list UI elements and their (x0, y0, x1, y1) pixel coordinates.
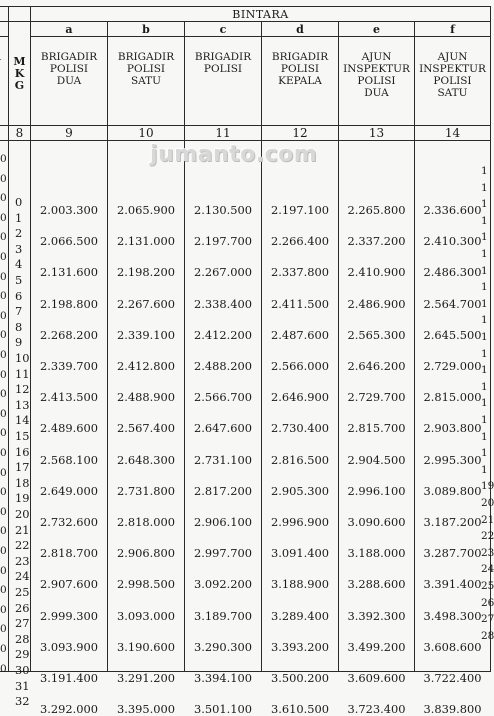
salary-value: 2.995.300 (423, 452, 482, 467)
column-title-line: DUA (56, 75, 82, 87)
salary-value: 3.608.600 (423, 639, 482, 654)
column-title-line: INSPEKTUR (343, 63, 410, 75)
column-title-line: BRIGADIR (271, 51, 329, 63)
salary-value: 2.645.500 (423, 327, 482, 342)
salary-value: 2.997.700 (194, 546, 252, 561)
salary-value: 2.907.600 (40, 577, 98, 592)
salary-value: 2.489.600 (40, 421, 98, 436)
salary-value: 3.291.200 (117, 671, 175, 685)
mkg-number: 4 (15, 257, 23, 272)
mkg-number: 27 (15, 616, 30, 631)
salary-value: 2.488.900 (117, 390, 175, 405)
column-letter: d (262, 22, 339, 37)
salary-value: 2.411.500 (271, 296, 329, 311)
salary-value: 2.266.400 (271, 234, 329, 249)
left-partial-digit: 0 (0, 231, 7, 244)
right-partial-digit: 27 (481, 613, 494, 626)
salary-value: 2.131.600 (40, 265, 98, 280)
mkg-number: 19 (15, 491, 30, 506)
left-partial-digit: 0 (0, 603, 7, 616)
mkg-number: 10 (15, 351, 30, 365)
left-partial-digit: 0 (0, 623, 7, 636)
mkg-number: 9 (15, 335, 23, 350)
mkg-number: 21 (15, 522, 30, 537)
right-partial-digit: 1 (481, 264, 488, 277)
left-partial-digit: 0 (0, 349, 7, 361)
left-partial-digit: 0 (0, 270, 7, 283)
right-partial-digit: 1 (481, 181, 488, 194)
salary-value: 2.818.700 (40, 546, 98, 561)
right-partial-digit: 26 (481, 596, 494, 609)
column-title (415, 37, 491, 126)
column-number: 9 (31, 126, 108, 141)
salary-value: 2.198.800 (40, 296, 98, 311)
salary-value: 2.904.500 (347, 452, 406, 467)
salary-value: 2.003.300 (40, 203, 98, 217)
salary-value: 2.649.000 (40, 483, 98, 498)
salary-value: 3.500.200 (271, 671, 329, 685)
right-partial-digit: 1 (481, 447, 488, 460)
right-partial-digit: 1 (481, 248, 488, 260)
mkg-number: 5 (15, 273, 23, 287)
left-partial-digit: 0 (0, 466, 7, 479)
column-title-line: POLISI (280, 63, 320, 75)
salary-value: 3.091.400 (271, 546, 329, 561)
mkg-number: 14 (15, 413, 30, 428)
mkg-header-letter: K (14, 66, 25, 80)
right-partial-digit: 1 (481, 414, 488, 426)
right-partial-digit: 20 (481, 497, 494, 509)
salary-value: 2.818.000 (117, 515, 175, 529)
column-letter: f (415, 22, 491, 37)
left-partial-digit: 0 (0, 329, 7, 342)
salary-value: 2.999.300 (40, 608, 98, 623)
salary-value: 2.731.100 (194, 452, 252, 467)
salary-value: 3.393.200 (271, 639, 329, 654)
mkg-number: 7 (15, 304, 23, 319)
mkg-number: 17 (15, 460, 30, 475)
column-title-line: POLISI (203, 63, 243, 75)
group-header: BINTARA (31, 7, 491, 22)
right-partial-column (479, 165, 493, 665)
left-partial-digit: 0 (0, 211, 7, 224)
salary-value: 3.191.400 (40, 671, 98, 685)
column-number: 13 (339, 126, 415, 141)
left-stub-cell (0, 126, 9, 141)
salary-value: 3.501.100 (194, 702, 252, 716)
column-title-line: SATU (130, 75, 162, 87)
mkg-number: 1 (15, 210, 23, 225)
salary-column (185, 141, 262, 716)
salary-value: 3.609.600 (347, 671, 406, 685)
right-partial-digit: 1 (481, 198, 488, 211)
column-title-line: POLISI (126, 63, 166, 75)
salary-value: 3.090.600 (347, 515, 406, 529)
salary-value: 2.729.000 (423, 359, 482, 373)
salary-value: 2.564.700 (423, 296, 482, 311)
mkg-number: 20 (15, 507, 30, 521)
column-letter: b (108, 22, 185, 37)
right-partial-digit: 1 (481, 231, 488, 244)
salary-value: 2.567.400 (117, 421, 175, 436)
salary-value: 3.610.500 (271, 702, 329, 716)
watermark-text: jumanto.com (150, 142, 318, 167)
column-title-line: BRIGADIR (117, 51, 175, 63)
salary-value: 2.815.000 (423, 390, 482, 405)
mkg-number: 26 (15, 600, 30, 615)
salary-value: 2.996.900 (271, 515, 329, 529)
mkg-number: 13 (15, 397, 30, 412)
salary-value: 2.648.300 (117, 452, 175, 467)
left-partial-digit: 0 (0, 505, 7, 518)
column-title-line: SATU (437, 87, 468, 99)
column-title-line: KEPALA (278, 75, 322, 87)
column-letter: a (31, 22, 108, 37)
right-partial-digit: 24 (481, 563, 494, 576)
mkg-header-letter: M (13, 54, 26, 68)
mkg-header (9, 22, 31, 126)
column-title-line: POLISI (357, 75, 396, 87)
salary-value: 2.339.100 (117, 327, 175, 342)
salary-value: 2.486.900 (347, 296, 406, 311)
column-number: 14 (415, 126, 491, 141)
salary-value: 2.906.100 (194, 515, 252, 529)
right-partial-digit: 22 (481, 530, 494, 543)
salary-value: 2.267.000 (194, 265, 252, 280)
mkg-header-letter: G (14, 78, 25, 92)
salary-value: 2.905.300 (271, 483, 329, 498)
salary-value: 3.288.600 (347, 577, 406, 592)
salary-value: 3.292.000 (40, 702, 98, 716)
column-title-line: POLISI (433, 75, 472, 87)
salary-value: 2.065.900 (117, 203, 175, 217)
column-title (185, 37, 262, 126)
salary-value: 2.817.200 (194, 483, 252, 498)
salary-value: 2.197.700 (194, 234, 252, 249)
right-partial-digit: 1 (481, 397, 488, 410)
column-title-line: DUA (364, 87, 389, 99)
column-title (31, 37, 108, 126)
left-partial-digit: 0 (0, 525, 7, 538)
salary-value: 2.130.500 (194, 203, 252, 217)
mkg-col-number: 8 (9, 126, 31, 141)
salary-value: 2.568.100 (40, 452, 98, 467)
right-partial-digit: 1 (481, 347, 488, 360)
salary-value: 2.131.000 (117, 234, 175, 249)
left-partial-digit: 0 (0, 407, 7, 420)
right-partial-digit: 21 (481, 513, 494, 526)
left-partial-digit: 0 (0, 662, 7, 675)
salary-value: 2.338.400 (194, 296, 252, 311)
salary-value: 3.189.700 (194, 608, 252, 623)
salary-value: 2.265.800 (347, 203, 406, 217)
salary-value: 3.089.800 (423, 483, 482, 498)
column-title (339, 37, 415, 126)
salary-value: 2.412.200 (194, 327, 252, 342)
right-partial-digit: 1 (481, 281, 488, 294)
right-partial-digit: 23 (481, 546, 494, 559)
left-partial-digit: 0 (0, 643, 7, 655)
column-title-line: AJUN (437, 51, 468, 63)
mkg-number: 16 (15, 444, 30, 459)
left-partial-digit: 0 (0, 486, 7, 499)
salary-value: 2.566.000 (271, 359, 329, 373)
salary-value: 2.565.300 (347, 327, 406, 342)
salary-value: 3.392.300 (347, 608, 406, 623)
mkg-number: 12 (15, 382, 30, 397)
left-partial-digit: 0 (0, 309, 7, 322)
mkg-number: 30 (15, 663, 30, 677)
mkg-number: 25 (15, 585, 30, 599)
right-partial-digit: 19 (481, 480, 494, 493)
salary-value: 2.996.100 (347, 483, 406, 498)
salary-value: 3.499.200 (347, 639, 406, 654)
mkg-number: 8 (15, 319, 23, 334)
salary-value: 3.092.200 (194, 577, 252, 592)
salary-column (262, 141, 339, 716)
salary-column (108, 141, 185, 716)
mkg-number: 29 (15, 647, 30, 662)
left-partial-column (0, 141, 9, 675)
salary-value: 2.412.800 (117, 359, 175, 373)
left-partial-digit: 0 (0, 290, 7, 303)
salary-value: 3.093.000 (117, 608, 175, 623)
left-partial-digit: 0 (0, 368, 7, 381)
left-partial-digit: 0 (0, 192, 7, 205)
mkg-number: 11 (15, 366, 30, 381)
salary-column (339, 141, 415, 716)
column-title-line: BRIGADIR (194, 51, 252, 63)
salary-value: 2.816.500 (271, 452, 329, 467)
column-title (108, 37, 185, 126)
salary-value: 2.906.800 (117, 546, 175, 561)
right-partial-digit: 1 (481, 297, 488, 310)
salary-value: 2.731.800 (117, 483, 175, 498)
salary-value: 3.290.300 (194, 639, 252, 654)
column-title (262, 37, 339, 126)
salary-value: 2.337.800 (271, 265, 329, 280)
column-number: 12 (262, 126, 339, 141)
left-partial-digit: 0 (0, 545, 7, 557)
salary-value: 3.188.000 (347, 546, 406, 561)
right-partial-digit: 25 (481, 580, 494, 592)
right-partial-digit: 1 (481, 314, 488, 327)
salary-value: 3.188.900 (271, 577, 329, 592)
left-partial-digit: 0 (0, 251, 7, 263)
salary-value: 2.566.700 (194, 390, 252, 405)
left-partial-digit: 0 (0, 427, 7, 440)
right-partial-digit: 1 (481, 430, 488, 443)
mkg-number: 31 (15, 678, 30, 693)
left-partial-digit: 0 (0, 564, 7, 577)
mkg-number: 24 (15, 569, 30, 584)
mkg-number: 6 (15, 288, 23, 303)
salary-value: 2.487.600 (271, 327, 329, 342)
salary-value: 3.287.700 (423, 546, 482, 561)
column-letter: e (339, 22, 415, 37)
salary-value: 3.394.100 (194, 671, 252, 685)
salary-value: 2.413.500 (40, 390, 98, 405)
salary-value: 2.339.700 (40, 359, 98, 373)
right-partial-digit: 1 (481, 331, 488, 343)
salary-value: 2.646.900 (271, 390, 329, 405)
right-partial-digit: 1 (481, 463, 488, 476)
left-partial-digit: 0 (0, 153, 7, 165)
column-number: 11 (185, 126, 262, 141)
salary-value: 2.903.800 (423, 421, 482, 436)
left-partial-digit: 0 (0, 447, 7, 459)
salary-value: 3.395.000 (117, 702, 175, 716)
salary-value: 3.093.900 (40, 639, 98, 654)
mkg-blank-cell (9, 7, 31, 22)
salary-value: 2.198.200 (117, 265, 175, 280)
mkg-number: 28 (15, 631, 30, 646)
left-partial-digit: 0 (0, 584, 7, 597)
salary-value: 2.197.100 (271, 203, 329, 217)
salary-table (0, 6, 491, 716)
salary-value: 2.729.700 (347, 390, 406, 405)
column-letter: c (185, 22, 262, 37)
mkg-number: 0 (15, 195, 23, 209)
salary-value: 2.647.600 (194, 421, 252, 436)
salary-value: 3.722.400 (423, 671, 482, 685)
mkg-number: 15 (15, 429, 30, 443)
salary-value: 3.839.800 (423, 702, 482, 716)
left-stub-cell (0, 22, 9, 37)
salary-value: 3.723.400 (347, 702, 406, 716)
salary-value: 2.337.200 (347, 234, 406, 249)
right-partial-digit: 28 (481, 629, 494, 642)
column-title-line: INSPEKTUR (419, 63, 486, 75)
left-partial-digit: 0 (0, 388, 7, 401)
salary-value: 2.268.200 (40, 327, 98, 342)
salary-value: 2.336.600 (423, 203, 482, 217)
right-partial-digit: 1 (481, 364, 488, 377)
mkg-number: 22 (15, 538, 30, 553)
salary-value: 2.815.700 (347, 421, 406, 436)
salary-value: 2.486.300 (423, 265, 482, 280)
mkg-column (9, 141, 31, 709)
salary-value: 2.410.300 (423, 234, 482, 249)
mkg-number: 23 (15, 553, 30, 568)
column-title-line: POLISI (49, 63, 89, 75)
salary-value: 3.498.300 (423, 608, 482, 623)
left-partial-digit: 0 (0, 172, 7, 185)
salary-value: 2.646.200 (347, 359, 406, 373)
right-partial-digit: 1 (481, 165, 488, 177)
salary-value: 3.289.400 (271, 608, 329, 623)
left-stub-cell (0, 7, 9, 22)
right-partial-digit: 1 (481, 380, 488, 393)
salary-value: 2.488.200 (194, 359, 252, 373)
right-partial-digit: 1 (481, 214, 488, 227)
salary-value: 2.998.500 (117, 577, 175, 592)
salary-value: 2.730.400 (271, 421, 329, 436)
salary-value: 3.190.600 (117, 639, 175, 654)
column-title-line: BRIGADIR (40, 51, 98, 63)
salary-value: 2.066.500 (40, 234, 98, 249)
column-title-line: AJUN (361, 51, 392, 63)
mkg-number: 3 (15, 241, 23, 256)
salary-value: 2.410.900 (347, 265, 406, 280)
mkg-number: 32 (15, 694, 30, 709)
salary-value: 3.391.400 (423, 577, 482, 592)
column-number: 10 (108, 126, 185, 141)
mkg-number: 18 (15, 475, 30, 490)
salary-column (31, 141, 108, 716)
salary-value: 2.732.600 (40, 515, 98, 529)
salary-value: 2.267.600 (117, 296, 175, 311)
mkg-number: 2 (15, 226, 23, 241)
salary-value: 3.187.200 (423, 515, 482, 529)
left-stub-title (0, 37, 9, 126)
